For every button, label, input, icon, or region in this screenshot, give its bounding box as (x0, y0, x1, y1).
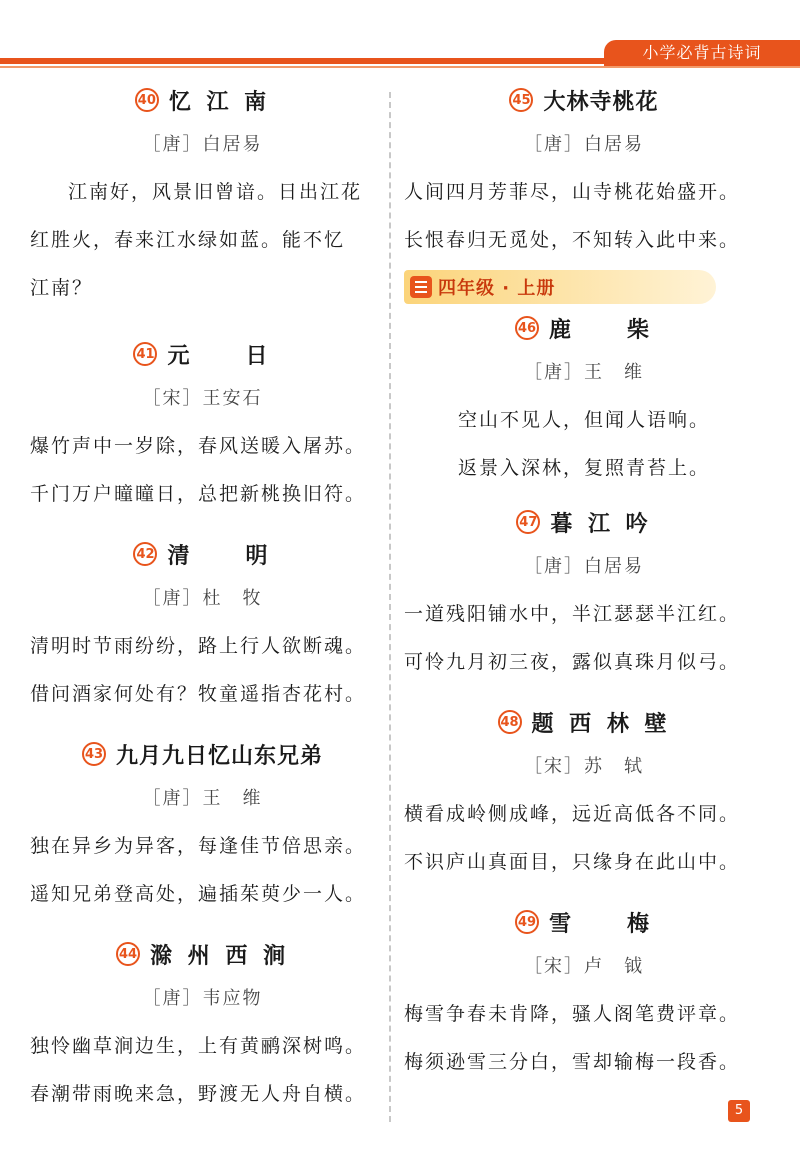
poem-title: 元 日 (167, 343, 272, 369)
poem-title-row (30, 732, 375, 776)
poem-number-badge: 48 (498, 710, 522, 734)
poem-48 (404, 700, 764, 886)
poem-45 (404, 78, 764, 264)
poem-number-badge: 47 (516, 510, 540, 534)
poem-number-badge: 42 (133, 542, 157, 566)
left-column (30, 78, 375, 1118)
poem-44 (30, 932, 375, 1118)
poem-author: ［唐］韦应物 (142, 988, 263, 1009)
header-rule-thin (0, 66, 800, 68)
poem-number-badge: 45 (509, 88, 533, 112)
poem-title-row (404, 306, 764, 350)
poem-line: 借问酒家何处有？牧童遥指杏花村。 (30, 683, 367, 705)
poem-line: 独在异乡为异客，每逢佳节倍思亲。 (30, 835, 367, 857)
poem-author: ［宋］卢 钺 (524, 956, 644, 977)
series-title-tab: 小学必背古诗词 (604, 40, 800, 66)
poem-line: 不识庐山真面目，只缘身在此山中。 (404, 851, 741, 873)
poem-title-row (404, 700, 764, 744)
poem-title: 鹿 柴 (548, 317, 653, 343)
poem-author: ［唐］白居易 (524, 134, 644, 155)
poem-42 (30, 532, 375, 718)
poem-title: 忆 江 南 (168, 89, 271, 115)
poem-40 (30, 78, 375, 312)
poem-title-row (30, 332, 375, 376)
book-icon (410, 276, 432, 298)
poem-number-badge: 43 (82, 742, 106, 766)
poem-title: 大林寺桃花 (543, 89, 659, 115)
poem-author: ［唐］杜 牧 (142, 588, 263, 609)
poem-line: 春潮带雨晚来急，野渡无人舟自横。 (30, 1083, 367, 1105)
poem-line: 千门万户曈曈日，总把新桃换旧符。 (30, 483, 367, 505)
poem-number-badge: 40 (135, 88, 159, 112)
poem-number-badge: 44 (116, 942, 140, 966)
poem-line: 爆竹声中一岁除，春风送暖入屠苏。 (30, 435, 367, 457)
poem-line: 横看成岭侧成峰，远近高低各不同。 (404, 803, 741, 825)
poem-author: ［唐］王 维 (524, 362, 644, 383)
poem-title: 暮 江 吟 (550, 511, 652, 537)
poem-author: ［唐］王 维 (142, 788, 263, 809)
page-number: 5 (728, 1100, 750, 1122)
poem-line: 一道残阳铺水中，半江瑟瑟半江红。 (404, 603, 741, 625)
poem-line: 江南好，风景旧曾谙。日出江花 (68, 181, 363, 203)
poem-line: 江南？ (30, 277, 94, 299)
poem-author: ［宋］苏 轼 (524, 756, 644, 777)
grade-section-banner (404, 270, 716, 304)
poem-line: 长恨春归无觅处，不知转入此中来。 (404, 229, 741, 251)
column-divider (389, 92, 391, 1122)
poem-title: 题 西 林 壁 (531, 711, 671, 737)
poem-title: 九月九日忆山东兄弟 (115, 743, 323, 769)
poem-line: 可怜九月初三夜，露似真珠月似弓。 (404, 651, 741, 673)
poem-title-row (30, 532, 375, 576)
grade-label: 四年级 · 上册 (438, 278, 556, 299)
poem-49 (404, 900, 764, 1086)
poem-title: 清 明 (167, 543, 272, 569)
poem-47 (404, 500, 764, 686)
poem-line: 独怜幽草涧边生，上有黄鹂深树鸣。 (30, 1035, 367, 1057)
poem-title-row (404, 500, 764, 544)
poem-author: ［宋］王安石 (142, 388, 263, 409)
poem-41 (30, 332, 375, 518)
poem-author: ［唐］白居易 (524, 556, 644, 577)
poem-line: 遥知兄弟登高处，遍插茱萸少一人。 (30, 883, 367, 905)
poem-line: 清明时节雨纷纷，路上行人欲断魂。 (30, 635, 367, 657)
poem-number-badge: 46 (515, 316, 539, 340)
poem-line: 红胜火，春来江水绿如蓝。能不忆 (30, 229, 346, 251)
poem-46 (404, 306, 764, 492)
poem-line: 梅须逊雪三分白，雪却输梅一段香。 (404, 1051, 741, 1073)
poem-line: 人间四月芳菲尽，山寺桃花始盛开。 (404, 181, 741, 203)
poem-title: 雪 梅 (548, 911, 653, 937)
poem-number-badge: 49 (515, 910, 539, 934)
poem-title-row (404, 900, 764, 944)
poem-author: ［唐］白居易 (142, 134, 263, 155)
poem-title-row (30, 78, 375, 122)
poem-line: 空山不见人，但闻人语响。 (457, 409, 710, 431)
poem-number-badge: 41 (133, 342, 157, 366)
poem-title-row (404, 78, 764, 122)
poem-title: 滁 州 西 涧 (150, 943, 289, 969)
right-column (404, 78, 764, 1086)
poem-line: 梅雪争春未肯降，骚人阁笔费评章。 (404, 1003, 741, 1025)
poem-line: 返景入深林，复照青苔上。 (457, 457, 710, 479)
